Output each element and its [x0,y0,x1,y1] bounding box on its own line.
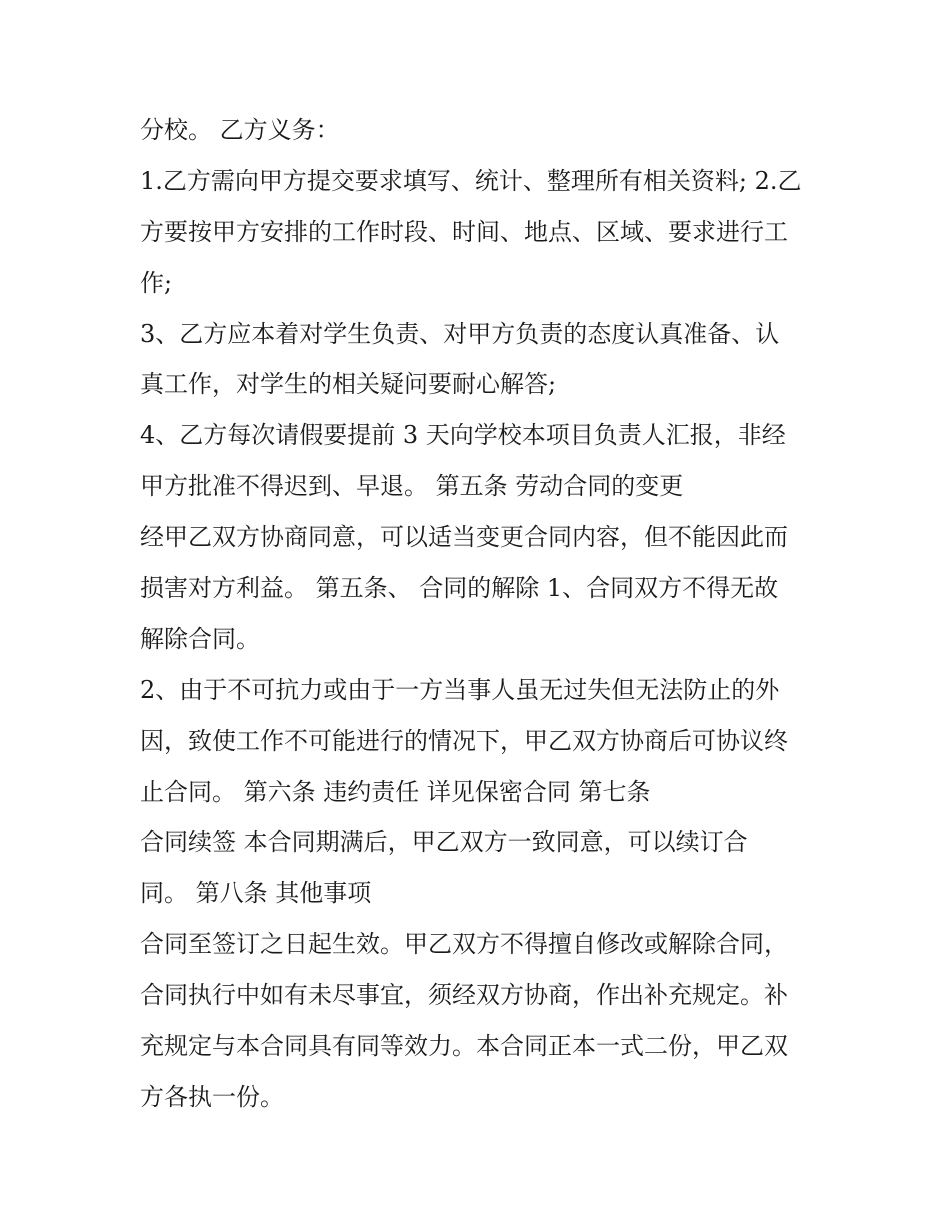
text-line: 分校。 乙方义务： [140,116,340,144]
text-line: 止合同。 第六条 违约责任 详见保密合同 第七条 [140,777,651,806]
text-line: 作; [140,268,173,297]
text-line: 方各执一份。 [140,1082,284,1111]
text-line: 真工作，对学生的相关疑问要耐心解答; [140,370,557,399]
text-line: 充规定与本合同具有同等效力。本合同正本一式二份，甲乙双 [140,1032,788,1061]
text-line: 2、由于不可抗力或由于一方当事人虽无过失但无法防止的外 [140,675,780,704]
text-line: 解除合同。 [140,624,260,653]
text-line: 3、乙方应本着对学生负责、对甲方负责的态度认真准备、认 [140,319,780,348]
text-line: 合同续签 本合同期满后，甲乙双方一致同意，可以续订合 [140,828,748,857]
text-line: 1.乙方需向甲方提交要求填写、统计、整理所有相关资料; 2.乙 [140,166,802,195]
text-line: 同。 第八条 其他事项 [140,879,372,908]
text-line: 合同至签订之日起生效。甲乙双方不得擅自修改或解除合同， [140,930,788,959]
text-line: 甲方批准不得迟到、早退。 第五条 劳动合同的变更 [140,472,684,501]
text-line: 损害对方利益。 第五条、 合同的解除 1、合同双方不得无故 [140,574,779,603]
text-line: 方要按甲方安排的工作时段、时间、地点、区域、要求进行工 [140,217,788,246]
text-line: 因，致使工作不可能进行的情况下，甲乙双方协商后可协议终 [140,726,788,755]
contract-body-text [140,105,830,1123]
text-line: 经甲乙双方协商同意，可以适当变更合同内容，但不能因此而 [140,523,788,552]
text-line: 4、乙方每次请假要提前 3 天向学校本项目负责人汇报，非经 [140,421,786,450]
text-line: 合同执行中如有未尽事宜，须经双方协商，作出补充规定。补 [140,981,788,1010]
